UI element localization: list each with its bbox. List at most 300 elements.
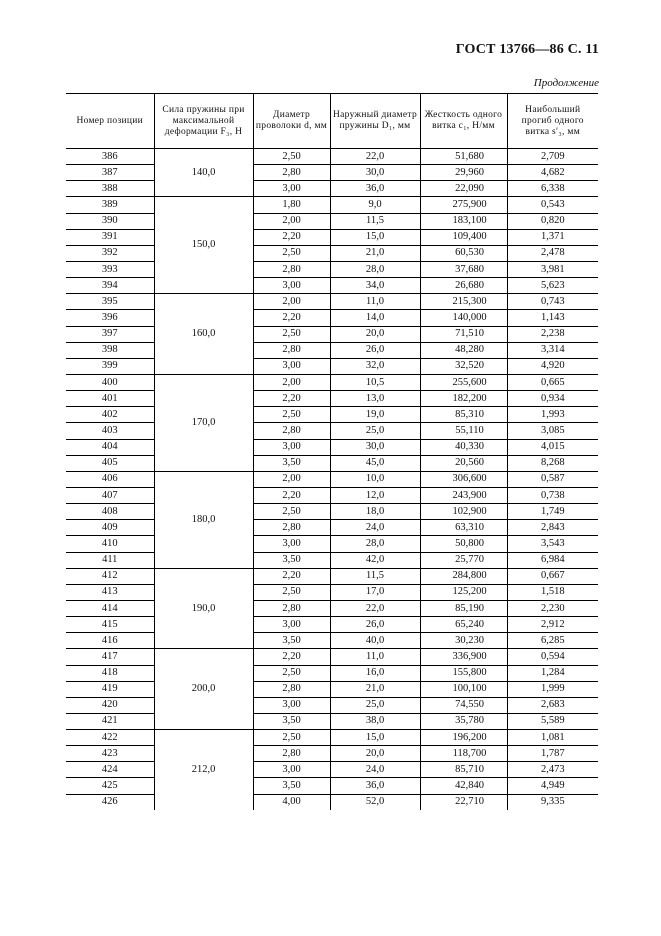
cell-stiffness-value: 74,550 bbox=[455, 699, 484, 711]
cell-stiffness-value: 26,680 bbox=[455, 279, 484, 291]
cell-deflection-value: 1,143 bbox=[540, 311, 565, 323]
cell-stiffness-value: 51,680 bbox=[455, 150, 484, 162]
cell-stiffness bbox=[420, 649, 507, 665]
cell-position: 387 bbox=[66, 165, 154, 181]
cell-outer-diameter-value: 28,0 bbox=[365, 537, 385, 549]
cell-outer-diameter bbox=[330, 633, 420, 649]
table-row bbox=[66, 568, 598, 584]
cell-stiffness-value: 155,800 bbox=[452, 667, 487, 679]
cell-outer-diameter bbox=[330, 439, 420, 455]
cell-wire-diameter bbox=[253, 181, 330, 197]
cell-deflection bbox=[507, 261, 598, 277]
cell-outer-diameter-value: 11,5 bbox=[366, 215, 384, 227]
cell-position: 398 bbox=[66, 342, 154, 358]
cell-wire-diameter bbox=[253, 713, 330, 729]
cell-deflection-value: 3,543 bbox=[540, 537, 565, 549]
cell-force: 212,0 bbox=[154, 730, 253, 810]
cell-deflection-value: 0,934 bbox=[540, 392, 565, 404]
cell-outer-diameter-value: 13,0 bbox=[365, 392, 385, 404]
cell-stiffness bbox=[420, 746, 507, 762]
cell-outer-diameter-value: 10,5 bbox=[365, 376, 385, 388]
table-row bbox=[66, 794, 598, 810]
cell-outer-diameter-value: 18,0 bbox=[365, 505, 385, 517]
cell-outer-diameter-value: 52,0 bbox=[365, 796, 385, 808]
table-row bbox=[66, 471, 598, 487]
cell-outer-diameter-value: 21,0 bbox=[365, 683, 385, 695]
table-row bbox=[66, 229, 598, 245]
cell-outer-diameter-value: 32,0 bbox=[365, 360, 385, 372]
cell-outer-diameter-value: 40,0 bbox=[365, 634, 385, 646]
cell-stiffness bbox=[420, 665, 507, 681]
cell-outer-diameter-value: 25,0 bbox=[365, 424, 385, 436]
cell-outer-diameter bbox=[330, 471, 420, 487]
cell-deflection-value: 6,984 bbox=[540, 554, 565, 566]
cell-position: 419 bbox=[66, 681, 154, 697]
cell-wire-diameter-value: 2,00 bbox=[282, 215, 301, 227]
cell-stiffness bbox=[420, 278, 507, 294]
cell-deflection bbox=[507, 310, 598, 326]
cell-outer-diameter-value: 10,0 bbox=[365, 473, 385, 485]
cell-deflection-value: 4,949 bbox=[540, 780, 565, 792]
table-row bbox=[66, 197, 598, 213]
cell-deflection bbox=[507, 245, 598, 261]
cell-position: 390 bbox=[66, 213, 154, 229]
cell-wire-diameter bbox=[253, 584, 330, 600]
cell-deflection bbox=[507, 713, 598, 729]
cell-wire-diameter-value: 2,50 bbox=[282, 667, 301, 679]
cell-outer-diameter bbox=[330, 584, 420, 600]
cell-wire-diameter bbox=[253, 487, 330, 503]
cell-outer-diameter-value: 26,0 bbox=[365, 618, 385, 630]
cell-deflection-value: 2,473 bbox=[540, 763, 565, 775]
cell-stiffness-value: 30,230 bbox=[455, 634, 484, 646]
cell-outer-diameter bbox=[330, 487, 420, 503]
cell-stiffness-value: 55,110 bbox=[455, 424, 484, 436]
cell-wire-diameter bbox=[253, 229, 330, 245]
cell-wire-diameter bbox=[253, 197, 330, 213]
cell-wire-diameter-value: 2,80 bbox=[282, 424, 301, 436]
cell-wire-diameter-value: 3,50 bbox=[282, 780, 301, 792]
cell-outer-diameter bbox=[330, 730, 420, 746]
cell-position: 395 bbox=[66, 294, 154, 310]
cell-outer-diameter bbox=[330, 617, 420, 633]
cell-position: 408 bbox=[66, 504, 154, 520]
cell-wire-diameter-value: 2,80 bbox=[282, 747, 301, 759]
cell-deflection-value: 1,081 bbox=[540, 731, 565, 743]
cell-outer-diameter-value: 36,0 bbox=[365, 780, 385, 792]
cell-deflection-value: 3,085 bbox=[540, 424, 565, 436]
cell-wire-diameter bbox=[253, 617, 330, 633]
cell-outer-diameter bbox=[330, 245, 420, 261]
cell-outer-diameter bbox=[330, 504, 420, 520]
cell-deflection-value: 6,338 bbox=[540, 182, 565, 194]
cell-stiffness bbox=[420, 326, 507, 342]
cell-wire-diameter bbox=[253, 310, 330, 326]
column-header-position: Номер позиции bbox=[66, 94, 154, 149]
cell-position: 423 bbox=[66, 746, 154, 762]
cell-wire-diameter bbox=[253, 439, 330, 455]
cell-stiffness-value: 243,900 bbox=[452, 489, 487, 501]
cell-deflection bbox=[507, 294, 598, 310]
cell-deflection bbox=[507, 649, 598, 665]
cell-deflection bbox=[507, 471, 598, 487]
table-row bbox=[66, 310, 598, 326]
cell-wire-diameter bbox=[253, 326, 330, 342]
cell-stiffness-value: 63,310 bbox=[455, 521, 484, 533]
cell-stiffness bbox=[420, 245, 507, 261]
cell-stiffness bbox=[420, 504, 507, 520]
cell-stiffness-value: 22,090 bbox=[455, 182, 484, 194]
cell-deflection bbox=[507, 584, 598, 600]
cell-outer-diameter bbox=[330, 423, 420, 439]
cell-deflection-value: 3,981 bbox=[540, 263, 565, 275]
cell-wire-diameter bbox=[253, 342, 330, 358]
cell-stiffness bbox=[420, 762, 507, 778]
cell-deflection bbox=[507, 423, 598, 439]
cell-wire-diameter-value: 2,50 bbox=[282, 505, 301, 517]
cell-position: 418 bbox=[66, 665, 154, 681]
cell-wire-diameter-value: 2,50 bbox=[282, 586, 301, 598]
cell-stiffness bbox=[420, 794, 507, 810]
cell-wire-diameter bbox=[253, 407, 330, 423]
table-row bbox=[66, 213, 598, 229]
table-row bbox=[66, 374, 598, 390]
cell-position: 424 bbox=[66, 762, 154, 778]
cell-stiffness-value: 85,190 bbox=[455, 602, 484, 614]
cell-deflection-value: 0,665 bbox=[540, 376, 565, 388]
cell-outer-diameter bbox=[330, 455, 420, 471]
cell-deflection-value: 2,230 bbox=[540, 602, 565, 614]
cell-deflection-value: 0,738 bbox=[540, 489, 565, 501]
cell-deflection-value: 0,543 bbox=[540, 198, 565, 210]
cell-stiffness bbox=[420, 423, 507, 439]
cell-deflection bbox=[507, 762, 598, 778]
cell-stiffness bbox=[420, 294, 507, 310]
cell-position: 406 bbox=[66, 471, 154, 487]
cell-wire-diameter-value: 3,00 bbox=[282, 441, 301, 453]
cell-stiffness bbox=[420, 633, 507, 649]
cell-outer-diameter-value: 24,0 bbox=[365, 521, 385, 533]
cell-wire-diameter bbox=[253, 568, 330, 584]
cell-deflection bbox=[507, 568, 598, 584]
cell-wire-diameter bbox=[253, 471, 330, 487]
cell-position: 402 bbox=[66, 407, 154, 423]
cell-outer-diameter bbox=[330, 374, 420, 390]
cell-position: 396 bbox=[66, 310, 154, 326]
cell-wire-diameter-value: 2,50 bbox=[282, 247, 301, 259]
cell-outer-diameter bbox=[330, 552, 420, 568]
cell-position: 416 bbox=[66, 633, 154, 649]
cell-deflection bbox=[507, 278, 598, 294]
page-header: ГОСТ 13766—86 С. 11 bbox=[455, 42, 599, 57]
cell-wire-diameter-value: 3,00 bbox=[282, 763, 301, 775]
cell-wire-diameter-value: 2,80 bbox=[282, 521, 301, 533]
cell-force: 160,0 bbox=[154, 294, 253, 375]
table-row bbox=[66, 487, 598, 503]
cell-stiffness-value: 275,900 bbox=[452, 198, 487, 210]
cell-outer-diameter-value: 25,0 bbox=[365, 699, 385, 711]
table-row bbox=[66, 552, 598, 568]
cell-deflection bbox=[507, 600, 598, 616]
cell-position: 426 bbox=[101, 796, 118, 808]
cell-deflection-value: 1,518 bbox=[540, 586, 565, 598]
cell-wire-diameter bbox=[253, 794, 330, 810]
cell-outer-diameter-value: 28,0 bbox=[365, 263, 385, 275]
cell-stiffness bbox=[420, 487, 507, 503]
spring-parameters-table bbox=[66, 93, 598, 810]
cell-deflection bbox=[507, 229, 598, 245]
cell-wire-diameter bbox=[253, 665, 330, 681]
cell-outer-diameter bbox=[330, 149, 420, 165]
cell-deflection-value: 1,371 bbox=[540, 231, 565, 243]
cell-stiffness bbox=[420, 181, 507, 197]
cell-deflection bbox=[507, 681, 598, 697]
cell-position: 410 bbox=[66, 536, 154, 552]
cell-wire-diameter-value: 3,00 bbox=[282, 182, 301, 194]
cell-stiffness-value: 100,100 bbox=[452, 683, 487, 695]
cell-wire-diameter-value: 2,80 bbox=[282, 683, 301, 695]
cell-wire-diameter-value: 3,00 bbox=[282, 618, 301, 630]
cell-outer-diameter bbox=[330, 342, 420, 358]
cell-stiffness-value: 20,560 bbox=[455, 457, 484, 469]
cell-outer-diameter-value: 22,0 bbox=[365, 150, 385, 162]
cell-force: 140,0 bbox=[154, 149, 253, 197]
table-row bbox=[66, 778, 598, 794]
cell-wire-diameter-value: 3,50 bbox=[282, 634, 301, 646]
cell-stiffness-value: 65,240 bbox=[455, 618, 484, 630]
cell-position: 388 bbox=[66, 181, 154, 197]
cell-position: 409 bbox=[66, 520, 154, 536]
cell-stiffness bbox=[420, 229, 507, 245]
cell-position: 413 bbox=[66, 584, 154, 600]
cell-deflection bbox=[507, 374, 598, 390]
cell-wire-diameter bbox=[253, 504, 330, 520]
cell-stiffness-value: 85,710 bbox=[455, 763, 484, 775]
cell-deflection bbox=[507, 342, 598, 358]
cell-position: 414 bbox=[66, 600, 154, 616]
cell-wire-diameter bbox=[253, 358, 330, 374]
cell-deflection bbox=[507, 407, 598, 423]
cell-outer-diameter-value: 34,0 bbox=[365, 279, 385, 291]
table-row bbox=[66, 697, 598, 713]
cell-wire-diameter bbox=[253, 633, 330, 649]
cell-wire-diameter-value: 2,20 bbox=[282, 231, 301, 243]
cell-deflection bbox=[507, 197, 598, 213]
cell-stiffness bbox=[420, 149, 507, 165]
cell-wire-diameter-value: 3,00 bbox=[282, 360, 301, 372]
cell-outer-diameter bbox=[330, 165, 420, 181]
cell-position: 415 bbox=[66, 617, 154, 633]
cell-wire-diameter-value: 3,50 bbox=[282, 554, 301, 566]
cell-deflection bbox=[507, 455, 598, 471]
table-row bbox=[66, 746, 598, 762]
cell-stiffness bbox=[420, 197, 507, 213]
table-row bbox=[66, 504, 598, 520]
column-header-deflection: Наибольший прогиб одного витка s′₃, мм bbox=[507, 94, 598, 149]
cell-wire-diameter bbox=[253, 278, 330, 294]
cell-deflection-value: 2,478 bbox=[540, 247, 565, 259]
cell-wire-diameter-value: 2,20 bbox=[282, 570, 301, 582]
cell-wire-diameter bbox=[253, 455, 330, 471]
cell-deflection bbox=[507, 504, 598, 520]
column-header-force: Сила пружины при максимальной деформации F₃, Н bbox=[154, 94, 253, 149]
cell-wire-diameter-value: 3,00 bbox=[282, 537, 301, 549]
cell-outer-diameter bbox=[330, 520, 420, 536]
cell-wire-diameter bbox=[253, 649, 330, 665]
cell-outer-diameter-value: 20,0 bbox=[365, 747, 385, 759]
cell-position: 421 bbox=[66, 713, 154, 729]
cell-stiffness-value: 118,700 bbox=[452, 747, 487, 759]
cell-deflection-value: 0,743 bbox=[540, 295, 565, 307]
cell-stiffness bbox=[420, 471, 507, 487]
cell-deflection-value: 2,683 bbox=[540, 699, 565, 711]
cell-deflection bbox=[507, 730, 598, 746]
cell-wire-diameter bbox=[253, 746, 330, 762]
cell-wire-diameter-value: 2,80 bbox=[282, 344, 301, 356]
cell-deflection-value: 5,623 bbox=[540, 279, 565, 291]
cell-outer-diameter-value: 11,5 bbox=[366, 570, 384, 582]
cell-wire-diameter bbox=[253, 762, 330, 778]
cell-wire-diameter bbox=[253, 778, 330, 794]
cell-position: 397 bbox=[66, 326, 154, 342]
cell-position: 401 bbox=[66, 391, 154, 407]
cell-wire-diameter-value: 1,80 bbox=[282, 198, 301, 210]
table-row bbox=[66, 407, 598, 423]
cell-outer-diameter-value: 42,0 bbox=[365, 554, 385, 566]
table-row bbox=[66, 730, 598, 746]
cell-outer-diameter bbox=[330, 762, 420, 778]
table-row bbox=[66, 278, 598, 294]
cell-deflection bbox=[507, 358, 598, 374]
cell-wire-diameter-value: 2,20 bbox=[282, 489, 301, 501]
cell-stiffness bbox=[420, 342, 507, 358]
cell-outer-diameter-value: 36,0 bbox=[365, 182, 385, 194]
table-row bbox=[66, 649, 598, 665]
cell-stiffness-value: 306,600 bbox=[452, 473, 487, 485]
cell-deflection bbox=[507, 181, 598, 197]
cell-force: 150,0 bbox=[154, 197, 253, 294]
cell-stiffness bbox=[420, 520, 507, 536]
cell-outer-diameter bbox=[330, 391, 420, 407]
cell-deflection bbox=[507, 794, 598, 810]
table-row bbox=[66, 245, 598, 261]
table-header bbox=[66, 94, 598, 149]
cell-wire-diameter bbox=[253, 697, 330, 713]
cell-deflection bbox=[507, 487, 598, 503]
cell-stiffness bbox=[420, 358, 507, 374]
cell-wire-diameter bbox=[253, 600, 330, 616]
cell-deflection-value: 0,667 bbox=[540, 570, 565, 582]
cell-stiffness-value: 35,780 bbox=[455, 715, 484, 727]
cell-deflection bbox=[507, 149, 598, 165]
cell-outer-diameter bbox=[330, 665, 420, 681]
cell-outer-diameter-value: 15,0 bbox=[365, 731, 385, 743]
table-row bbox=[66, 181, 598, 197]
cell-outer-diameter bbox=[330, 358, 420, 374]
cell-wire-diameter-value: 3,00 bbox=[282, 699, 301, 711]
cell-wire-diameter bbox=[253, 681, 330, 697]
cell-outer-diameter bbox=[330, 213, 420, 229]
cell-stiffness bbox=[420, 584, 507, 600]
cell-stiffness-value: 48,280 bbox=[455, 344, 484, 356]
cell-position: 394 bbox=[66, 278, 154, 294]
cell-deflection-value: 1,993 bbox=[540, 408, 565, 420]
cell-outer-diameter-value: 11,0 bbox=[366, 295, 384, 307]
table-row bbox=[66, 617, 598, 633]
cell-deflection bbox=[507, 536, 598, 552]
cell-position: 393 bbox=[66, 261, 154, 277]
cell-stiffness-value: 85,310 bbox=[455, 408, 484, 420]
column-header-stiffness: Жесткость одного витка c₁, Н/мм bbox=[420, 94, 507, 149]
cell-stiffness-value: 196,200 bbox=[452, 731, 487, 743]
cell-wire-diameter-value: 2,80 bbox=[282, 602, 301, 614]
cell-outer-diameter bbox=[330, 746, 420, 762]
table-row bbox=[66, 261, 598, 277]
cell-outer-diameter-value: 21,0 bbox=[365, 247, 385, 259]
cell-stiffness bbox=[420, 617, 507, 633]
cell-deflection-value: 8,268 bbox=[540, 457, 565, 469]
cell-stiffness-value: 140,000 bbox=[452, 311, 487, 323]
table-row bbox=[66, 358, 598, 374]
table-row bbox=[66, 600, 598, 616]
cell-stiffness-value: 215,300 bbox=[452, 295, 487, 307]
cell-wire-diameter-value: 2,80 bbox=[282, 263, 301, 275]
table-row bbox=[66, 584, 598, 600]
table-row bbox=[66, 439, 598, 455]
cell-outer-diameter-value: 24,0 bbox=[365, 763, 385, 775]
cell-wire-diameter-value: 3,50 bbox=[282, 715, 301, 727]
cell-wire-diameter bbox=[253, 730, 330, 746]
table-row bbox=[66, 455, 598, 471]
cell-outer-diameter-value: 30,0 bbox=[365, 166, 385, 178]
cell-force: 200,0 bbox=[154, 649, 253, 730]
cell-outer-diameter bbox=[330, 649, 420, 665]
cell-stiffness-value: 32,520 bbox=[455, 360, 484, 372]
cell-outer-diameter bbox=[330, 294, 420, 310]
cell-stiffness-value: 25,770 bbox=[455, 554, 484, 566]
cell-wire-diameter bbox=[253, 520, 330, 536]
cell-outer-diameter-value: 26,0 bbox=[365, 344, 385, 356]
cell-wire-diameter-value: 2,50 bbox=[282, 150, 301, 162]
table-row bbox=[66, 713, 598, 729]
cell-deflection-value: 0,594 bbox=[540, 650, 565, 662]
cell-position: 391 bbox=[66, 229, 154, 245]
cell-position: 389 bbox=[66, 197, 154, 213]
table-row bbox=[66, 165, 598, 181]
cell-wire-diameter bbox=[253, 552, 330, 568]
cell-wire-diameter-value: 2,50 bbox=[282, 328, 301, 340]
cell-deflection-value: 3,314 bbox=[540, 344, 565, 356]
cell-deflection-value: 4,015 bbox=[540, 441, 565, 453]
cell-outer-diameter bbox=[330, 713, 420, 729]
cell-wire-diameter-value: 2,50 bbox=[282, 731, 301, 743]
cell-outer-diameter bbox=[330, 600, 420, 616]
cell-position: 407 bbox=[66, 487, 154, 503]
cell-wire-diameter bbox=[253, 165, 330, 181]
cell-outer-diameter-value: 30,0 bbox=[365, 441, 385, 453]
cell-stiffness-value: 71,510 bbox=[455, 328, 484, 340]
cell-outer-diameter-value: 22,0 bbox=[365, 602, 385, 614]
cell-deflection bbox=[507, 746, 598, 762]
cell-wire-diameter-value: 2,20 bbox=[282, 311, 301, 323]
cell-wire-diameter bbox=[253, 423, 330, 439]
cell-stiffness bbox=[420, 730, 507, 746]
cell-outer-diameter-value: 14,0 bbox=[365, 311, 385, 323]
cell-deflection-value: 1,749 bbox=[540, 505, 565, 517]
cell-stiffness bbox=[420, 439, 507, 455]
table-row bbox=[66, 681, 598, 697]
cell-position: 399 bbox=[66, 358, 154, 374]
